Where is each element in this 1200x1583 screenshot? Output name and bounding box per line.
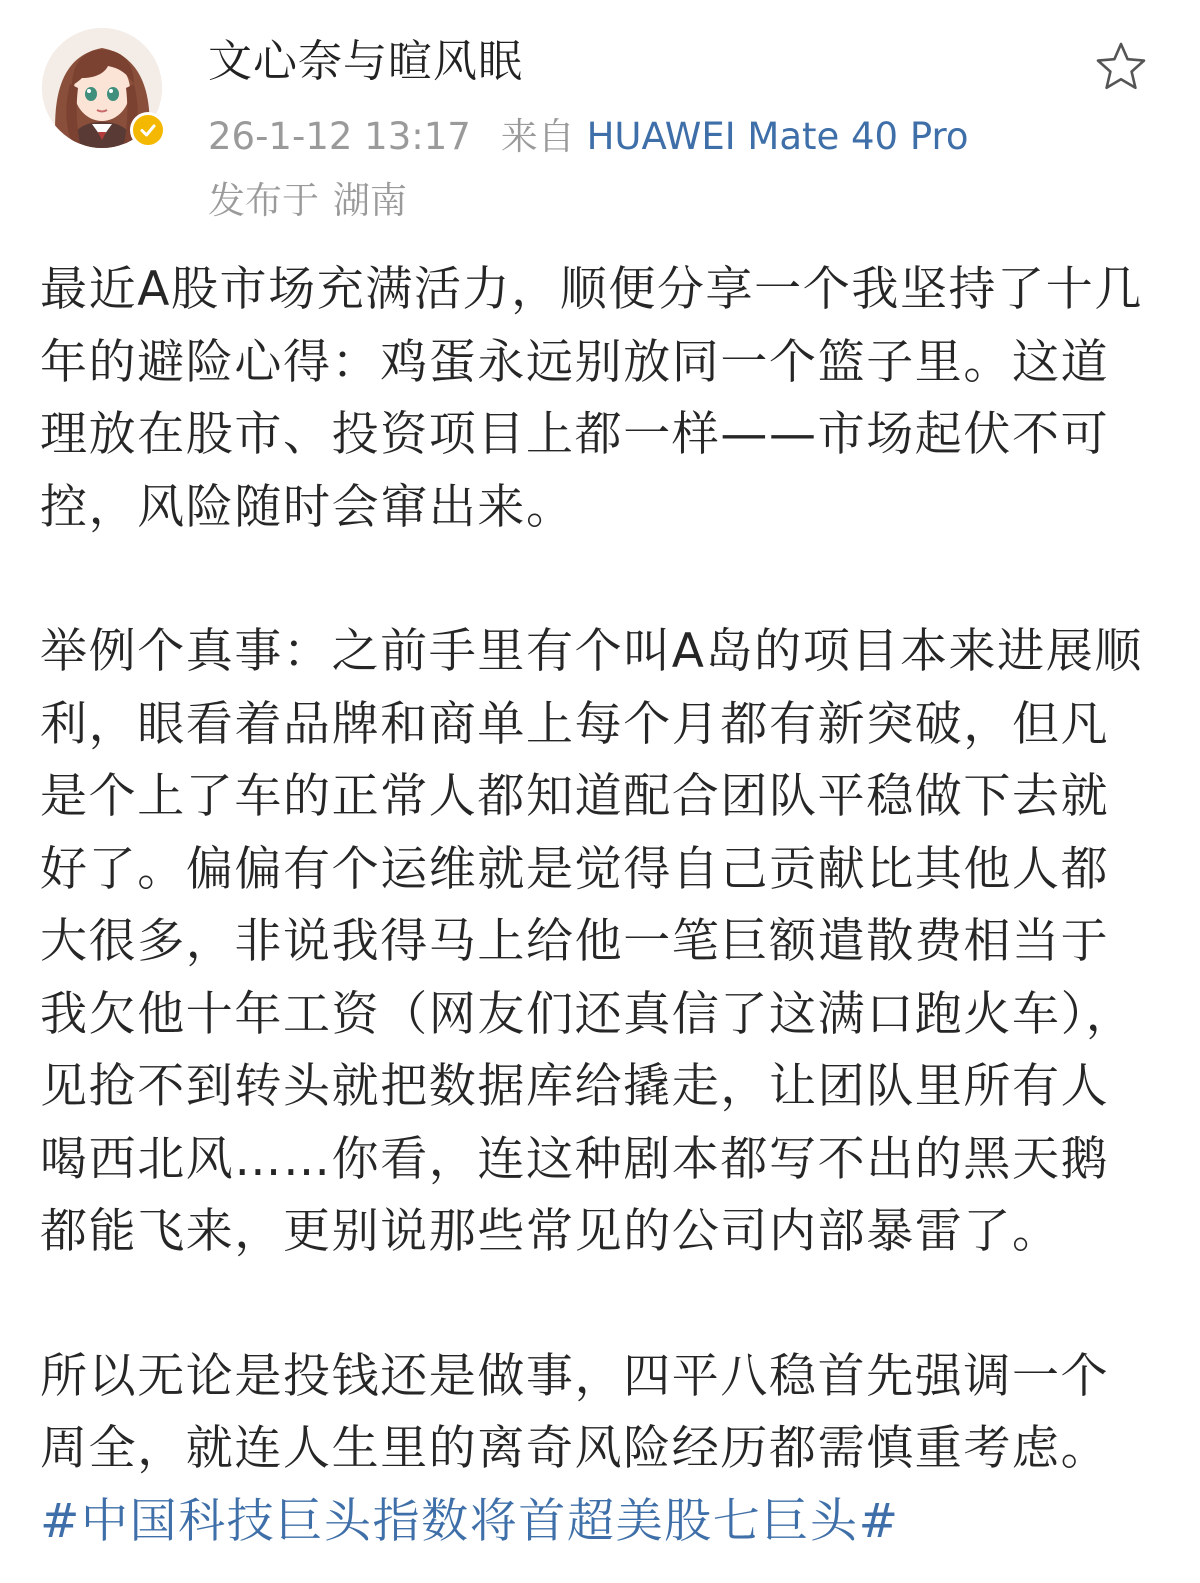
location-name: 湖南 (333, 179, 407, 222)
post-meta (208, 112, 969, 162)
location-prefix: 发布于 (208, 179, 319, 222)
post-paragraph: 所以无论是投钱还是做事，四平八稳首先强调一个周全，就连人生里的离奇风险经历都需慎重考虑。 (40, 1348, 1110, 1476)
device-link[interactable]: HUAWEI Mate 40 Pro (586, 115, 969, 158)
username[interactable]: 文心奈与暄风眠 (208, 36, 523, 87)
favorite-button[interactable] (1094, 40, 1148, 94)
post-body (40, 254, 1156, 1558)
avatar-container[interactable] (42, 28, 166, 152)
verified-badge-icon (130, 112, 166, 148)
timestamp: 26-1-12 13:17 (208, 115, 471, 158)
hashtag-link[interactable]: #中国科技巨头指数将首超美股七巨头# (40, 1493, 900, 1549)
star-outline-icon (1094, 40, 1148, 94)
post-paragraph: 举例个真事：之前手里有个叫A岛的项目本来进展顺利，眼看着品牌和商单上每个月都有新突破，但凡是个上了车的正常人都知道配合团队平稳做下去就好了。偏偏有个运维就是觉得自己贡献比其他人都大很多，非说我得马上给他一笔巨额遣散费相当于我欠他十年工资（网友们还真信了这满口跑火车），见抢不到转头就把数据库给撬走，让团队里所有人喝西北风……你看，连这种剧本都写不出的黑天鹅都能飞来，更别说那些常见的公司内部暴雷了。 (40, 624, 1143, 1259)
source-prefix: 来自 (500, 115, 575, 158)
post-location (208, 176, 407, 226)
post-paragraph: 最近A股市场充满活力，顺便分享一个我坚持了十几年的避险心得：鸡蛋永远别放同一个篮子里。这道理放在股市、投资项目上都一样——市场起伏不可控，风险随时会窜出来。 (40, 262, 1143, 535)
checkmark-icon (138, 120, 158, 140)
